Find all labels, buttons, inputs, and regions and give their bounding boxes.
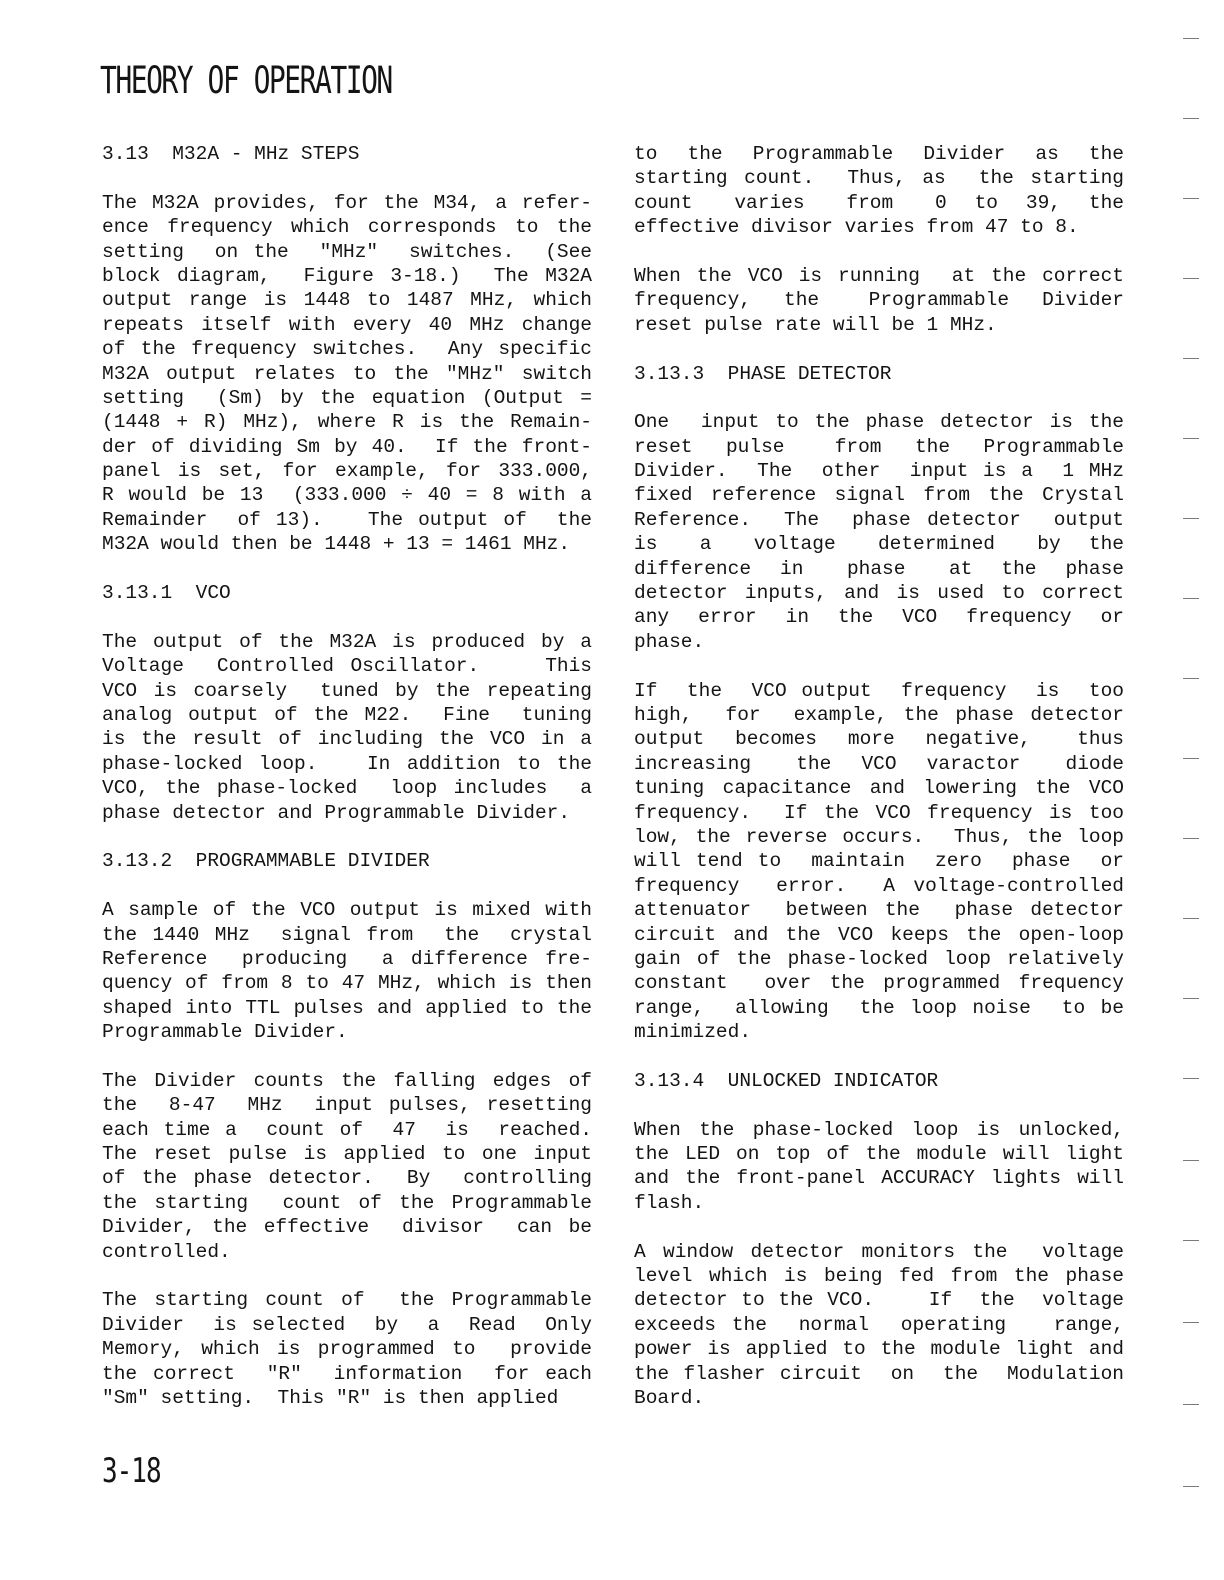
text-line: VCO, the phase-locked loop includes a bbox=[102, 777, 592, 800]
scan-edge-mark bbox=[1183, 838, 1199, 839]
text-line: power is applied to the module light and bbox=[634, 1338, 1124, 1361]
scan-edge-mark bbox=[1183, 1240, 1199, 1241]
scan-edge-mark bbox=[1183, 758, 1199, 759]
text-line: starting count. Thus, as the starting bbox=[634, 167, 1124, 190]
text-line: range, allowing the loop noise to be bbox=[634, 996, 1124, 1019]
text-line: reset pulse rate will be 1 MHz. bbox=[634, 313, 997, 336]
scan-edge-mark bbox=[1183, 198, 1199, 199]
text-line: tuning capacitance and lowering the VCO bbox=[634, 777, 1124, 800]
text-line: R would be 13 (333.000 ÷ 40 = 8 with a bbox=[102, 484, 592, 507]
text-line: The starting count of the Programmable bbox=[102, 1289, 592, 1312]
text-line: frequency error. A voltage-controlled bbox=[634, 874, 1124, 897]
text-line: shaped into TTL pulses and applied to the bbox=[102, 996, 592, 1019]
text-line: phase detector and Programmable Divider. bbox=[102, 801, 571, 824]
scan-edge-mark bbox=[1183, 518, 1199, 519]
text-line: of the frequency switches. Any specific bbox=[102, 338, 592, 361]
paragraph-gap bbox=[634, 240, 1124, 264]
text-line: When the phase-locked loop is unlocked, bbox=[634, 1118, 1124, 1141]
text-line: M32A would then be 1448 + 13 = 1461 MHz. bbox=[102, 533, 571, 556]
text-line: will tend to maintain zero phase or bbox=[634, 850, 1124, 873]
text-line: level which is being fed from the phase bbox=[634, 1265, 1124, 1287]
section-heading: 3.13.2 PROGRAMMABLE DIVIDER bbox=[102, 850, 430, 873]
text-line: setting on the "MHz" switches. (See bbox=[102, 240, 592, 263]
paragraph-gap bbox=[634, 654, 1124, 678]
paragraph-gap bbox=[634, 1093, 1124, 1117]
scan-edge-mark bbox=[1183, 1322, 1199, 1323]
text-line: the flasher circuit on the Modulation bbox=[634, 1362, 1124, 1385]
right-column bbox=[634, 142, 1124, 1410]
text-line: One input to the phase detector is the bbox=[634, 411, 1124, 434]
scan-edge-mark bbox=[1183, 358, 1199, 359]
section-heading: 3.13.4 UNLOCKED INDICATOR bbox=[634, 1069, 939, 1092]
text-line: phase. bbox=[634, 630, 705, 653]
paragraph-gap bbox=[102, 166, 592, 190]
scan-edge-mark bbox=[1183, 1486, 1199, 1487]
text-line: Memory, which is programmed to provide bbox=[102, 1338, 592, 1361]
paragraph-gap bbox=[102, 1045, 592, 1069]
text-line: panel is set, for example, for 333.000, bbox=[102, 460, 592, 483]
text-line: When the VCO is running at the correct bbox=[634, 264, 1124, 287]
text-line: Voltage Controlled Oscillator. This bbox=[102, 655, 592, 678]
text-line: Reference. The phase detector output bbox=[634, 508, 1124, 531]
scan-edge-mark bbox=[1183, 438, 1199, 439]
text-line: constant over the programmed frequency bbox=[634, 972, 1124, 995]
text-line: The reset pulse is applied to one input bbox=[102, 1143, 592, 1166]
text-line: Divider. The other input is a 1 MHz bbox=[634, 460, 1124, 483]
page-header: THEORY OF OPERATION bbox=[100, 58, 392, 103]
text-line: high, for example, the phase detector bbox=[634, 704, 1124, 726]
text-line: Remainder of 13). The output of the bbox=[102, 508, 592, 531]
paragraph-gap bbox=[634, 1215, 1124, 1239]
text-line: to the Programmable Divider as the bbox=[634, 143, 1124, 165]
text-line: output becomes more negative, thus bbox=[634, 728, 1124, 751]
paragraph bbox=[634, 1240, 1124, 1411]
section-heading: 3.13.3 PHASE DETECTOR bbox=[634, 362, 892, 385]
scan-edge-mark bbox=[1183, 918, 1199, 919]
text-line: VCO is coarsely tuned by the repeating bbox=[102, 679, 592, 702]
text-line: quency of from 8 to 47 MHz, which is then bbox=[102, 972, 592, 995]
paragraph-gap bbox=[634, 386, 1124, 410]
text-line: Programmable Divider. bbox=[102, 1021, 348, 1044]
text-line: circuit and the VCO keeps the open-loop bbox=[634, 923, 1124, 946]
paragraph-gap bbox=[102, 557, 592, 581]
paragraph bbox=[634, 1118, 1124, 1216]
paragraph bbox=[634, 410, 1124, 654]
text-line: "Sm" setting. This "R" is then applied bbox=[102, 1386, 559, 1409]
text-line: the 8-47 MHz input pulses, resetting bbox=[102, 1094, 592, 1117]
text-line: count varies from 0 to 39, the bbox=[634, 191, 1124, 214]
text-line: increasing the VCO varactor diode bbox=[634, 752, 1124, 775]
text-line: is a voltage determined by the bbox=[634, 533, 1124, 556]
text-line: output range is 1448 to 1487 MHz, which bbox=[102, 289, 592, 312]
section-heading: 3.13 M32A - MHz STEPS bbox=[102, 143, 360, 165]
paragraph-gap bbox=[634, 337, 1124, 361]
paragraph bbox=[102, 1288, 592, 1410]
text-line: detector to the VCO. If the voltage bbox=[634, 1289, 1124, 1312]
scan-edge-mark bbox=[1183, 38, 1199, 39]
text-line: the LED on top of the module will light bbox=[634, 1143, 1124, 1166]
text-line: The M32A provides, for the M34, a refer- bbox=[102, 191, 592, 214]
text-line: controlled. bbox=[102, 1240, 231, 1263]
text-line: phase-locked loop. In addition to the bbox=[102, 752, 592, 775]
text-line: Reference producing a difference fre- bbox=[102, 947, 592, 970]
text-line: ence frequency which corresponds to the bbox=[102, 216, 592, 239]
text-line: minimized. bbox=[634, 1021, 752, 1044]
text-line: and the front-panel ACCURACY lights will bbox=[634, 1167, 1124, 1190]
scan-edge-mark bbox=[1183, 118, 1199, 119]
page-number: 3-18 bbox=[102, 1452, 161, 1491]
paragraph-gap bbox=[102, 605, 592, 629]
scan-edge-mark bbox=[1183, 998, 1199, 999]
text-line: is the result of including the VCO in a bbox=[102, 728, 592, 751]
text-line: each time a count of 47 is reached. bbox=[102, 1118, 592, 1141]
text-line: detector inputs, and is used to correct bbox=[634, 582, 1124, 605]
text-line: reset pulse from the Programmable bbox=[634, 435, 1124, 458]
text-line: exceeds the normal operating range, bbox=[634, 1313, 1124, 1336]
text-line: low, the reverse occurs. Thus, the loop bbox=[634, 825, 1124, 848]
text-line: A sample of the VCO output is mixed with bbox=[102, 899, 592, 922]
text-line: Board. bbox=[634, 1386, 705, 1409]
paragraph bbox=[634, 142, 1124, 240]
text-line: the 1440 MHz signal from the crystal bbox=[102, 923, 592, 946]
text-line: of the phase detector. By controlling bbox=[102, 1167, 592, 1190]
scan-edge-mark bbox=[1183, 1078, 1199, 1079]
text-line: any error in the VCO frequency or bbox=[634, 606, 1124, 629]
left-column bbox=[102, 142, 592, 1410]
scan-edge-mark bbox=[1183, 678, 1199, 679]
paragraph-gap bbox=[634, 1044, 1124, 1068]
text-line: analog output of the M22. Fine tuning bbox=[102, 704, 592, 727]
paragraph-gap bbox=[102, 1264, 592, 1288]
text-line: the correct "R" information for each bbox=[102, 1362, 592, 1385]
text-line: A window detector monitors the voltage bbox=[634, 1240, 1124, 1263]
text-line: the starting count of the Programmable bbox=[102, 1191, 592, 1214]
paragraph-gap bbox=[102, 874, 592, 898]
text-line: frequency, the Programmable Divider bbox=[634, 289, 1124, 312]
text-line: effective divisor varies from 47 to 8. bbox=[634, 216, 1079, 239]
section-heading: 3.13.1 VCO bbox=[102, 582, 231, 605]
text-line: Divider, the effective divisor can be bbox=[102, 1216, 592, 1239]
text-line: fixed reference signal from the Crystal bbox=[634, 484, 1124, 507]
text-line: (1448 + R) MHz), where R is the Remain- bbox=[102, 411, 592, 434]
paragraph bbox=[102, 898, 592, 1044]
scan-edge-mark bbox=[1183, 1160, 1199, 1161]
text-line: gain of the phase-locked loop relatively bbox=[634, 947, 1124, 970]
text-line: Divider is selected by a Read Only bbox=[102, 1313, 592, 1336]
text-line: der of dividing Sm by 40. If the front- bbox=[102, 435, 592, 458]
text-line: M32A output relates to the "MHz" switch bbox=[102, 362, 592, 385]
paragraph-gap bbox=[102, 825, 592, 849]
scan-edge-mark bbox=[1183, 1404, 1199, 1405]
scan-edge-mark bbox=[1183, 598, 1199, 599]
text-line: attenuator between the phase detector bbox=[634, 899, 1124, 922]
text-line: difference in phase at the phase bbox=[634, 557, 1124, 580]
text-line: repeats itself with every 40 MHz change bbox=[102, 313, 592, 336]
paragraph bbox=[102, 191, 592, 557]
text-line: If the VCO output frequency is too bbox=[634, 679, 1124, 702]
paragraph bbox=[634, 264, 1124, 337]
text-line: frequency. If the VCO frequency is too bbox=[634, 801, 1124, 824]
text-line: The output of the M32A is produced by a bbox=[102, 630, 592, 653]
paragraph bbox=[102, 1069, 592, 1264]
text-line: setting (Sm) by the equation (Output = bbox=[102, 386, 592, 409]
paragraph bbox=[102, 630, 592, 825]
text-line: flash. bbox=[634, 1191, 705, 1214]
text-line: The Divider counts the falling edges of bbox=[102, 1069, 592, 1092]
paragraph bbox=[634, 679, 1124, 1045]
scan-edge-mark bbox=[1183, 278, 1199, 279]
text-line: block diagram, Figure 3-18.) The M32A bbox=[102, 264, 592, 287]
